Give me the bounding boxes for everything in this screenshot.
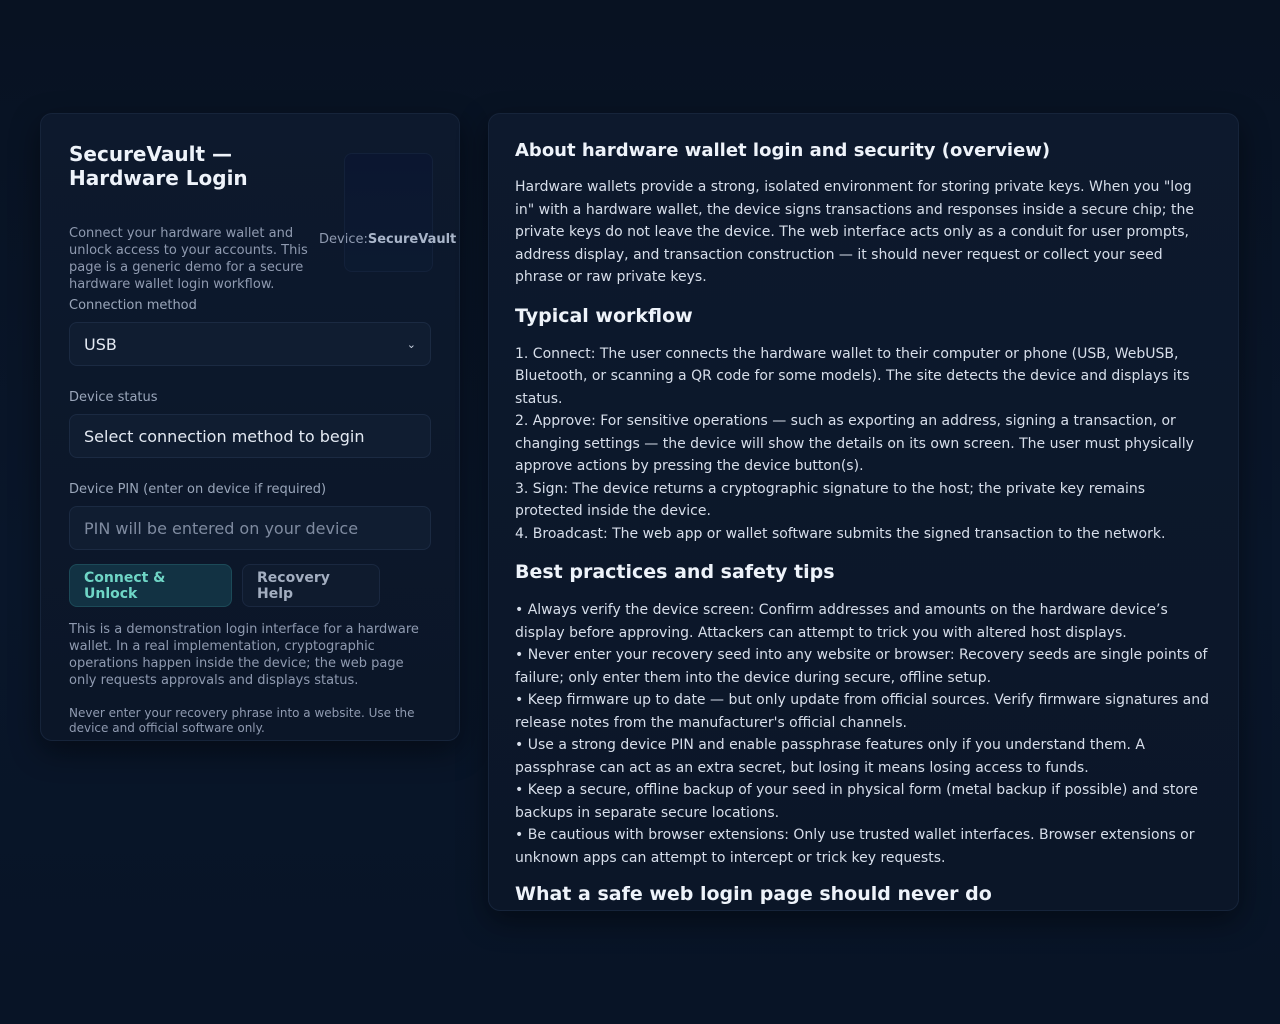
workflow-step: 1. Connect: The user connects the hardware wallet to their computer or phone (USB, WebUSB, Bluetooth, or scanning a QR code for some models). The site detects the device and displays its status. bbox=[515, 345, 1190, 407]
device-name: SecureVault bbox=[367, 232, 457, 247]
info-panel[interactable] bbox=[488, 113, 1239, 911]
page-title: SecureVault — Hardware Login bbox=[69, 142, 248, 190]
device-pin-placeholder: PIN will be entered on your device bbox=[84, 518, 359, 538]
connection-method-value: USB bbox=[84, 334, 117, 354]
workflow-step: 3. Sign: The device returns a cryptographic signature to the host; the private key remains protected inside the device. bbox=[515, 480, 1146, 519]
recovery-help-button[interactable]: Recovery Help bbox=[242, 564, 380, 607]
tip-item: • Never enter your recovery seed into any website or browser: Recovery seeds are single points of failure; only enter them into the device during secure, offline setup. bbox=[515, 647, 1208, 686]
page-subtitle: Connect your hardware wallet and unlock access to your accounts. This page is a generic demo for a secure hardware wallet login workflow. bbox=[69, 226, 308, 292]
workflow-heading: Typical workflow bbox=[515, 304, 693, 327]
device-illustration bbox=[344, 153, 433, 272]
device-status-label: Device status bbox=[69, 390, 158, 405]
tips-heading: Best practices and safety tips bbox=[515, 561, 835, 583]
next-section-heading: What a safe web login page should never do bbox=[515, 883, 992, 905]
chevron-down-icon: ⌄ bbox=[406, 337, 416, 351]
device-label bbox=[319, 232, 456, 247]
security-warning: Never enter your recovery phrase into a website. Use the device and official software only. bbox=[69, 706, 415, 735]
login-panel bbox=[40, 113, 460, 741]
tip-item: • Keep firmware up to date — but only update from official sources. Verify firmware signatures and release notes from the manufacturer's official channels. bbox=[515, 692, 1210, 731]
device-pin-label: Device PIN (enter on device if required) bbox=[69, 482, 327, 497]
device-prefix: Device: bbox=[319, 232, 368, 247]
workflow-list bbox=[515, 343, 1212, 546]
tip-item: • Be cautious with browser extensions: Only use trusted wallet interfaces. Browser extensions or unknown apps can attempt to intercept or trick key requests. bbox=[515, 827, 1195, 866]
info-heading: About hardware wallet login and security (overview) bbox=[515, 140, 1051, 161]
connection-method-label: Connection method bbox=[69, 298, 197, 313]
device-pin-input[interactable] bbox=[69, 506, 431, 550]
connect-unlock-button[interactable]: Connect & Unlock bbox=[69, 564, 232, 607]
device-status-field bbox=[69, 414, 431, 458]
tip-item: • Always verify the device screen: Confirm addresses and amounts on the hardware device’s display before approving. Attackers can attempt to trick you with altered host displays. bbox=[515, 602, 1168, 641]
demo-note: This is a demonstration login interface for a hardware wallet. In a real implementation, cryptographic operations happen inside the device; the web page only requests approvals and displays status. bbox=[69, 622, 419, 688]
tip-item: • Keep a secure, offline backup of your seed in physical form (metal backup if possible) and store backups in separate secure locations. bbox=[515, 782, 1198, 821]
device-status-value: Select connection method to begin bbox=[84, 426, 365, 446]
action-buttons bbox=[69, 564, 431, 607]
login-header bbox=[69, 142, 457, 292]
info-intro: Hardware wallets provide a strong, isolated environment for storing private keys. When you "log in" with a hardware wallet, the device signs transactions and responses inside a secure chip; the private keys do not leave the device. The web interface acts only as a conduit for user prompts, address display, and transaction construction — it should never request or collect your seed phrase or raw private keys. bbox=[515, 179, 1194, 285]
tip-item: • Use a strong device PIN and enable passphrase features only if you understand them. A passphrase can act as an extra secret, but losing it means losing access to funds. bbox=[515, 737, 1145, 776]
tips-list bbox=[515, 599, 1212, 869]
workflow-step: 4. Broadcast: The web app or wallet software submits the signed transaction to the network. bbox=[515, 525, 1166, 542]
workflow-step: 2. Approve: For sensitive operations — such as exporting an address, signing a transaction, or changing settings — the device will show the details on its own screen. The user must physically approve actions by pressing the device button(s). bbox=[515, 413, 1194, 474]
connection-method-select[interactable] bbox=[69, 322, 431, 366]
